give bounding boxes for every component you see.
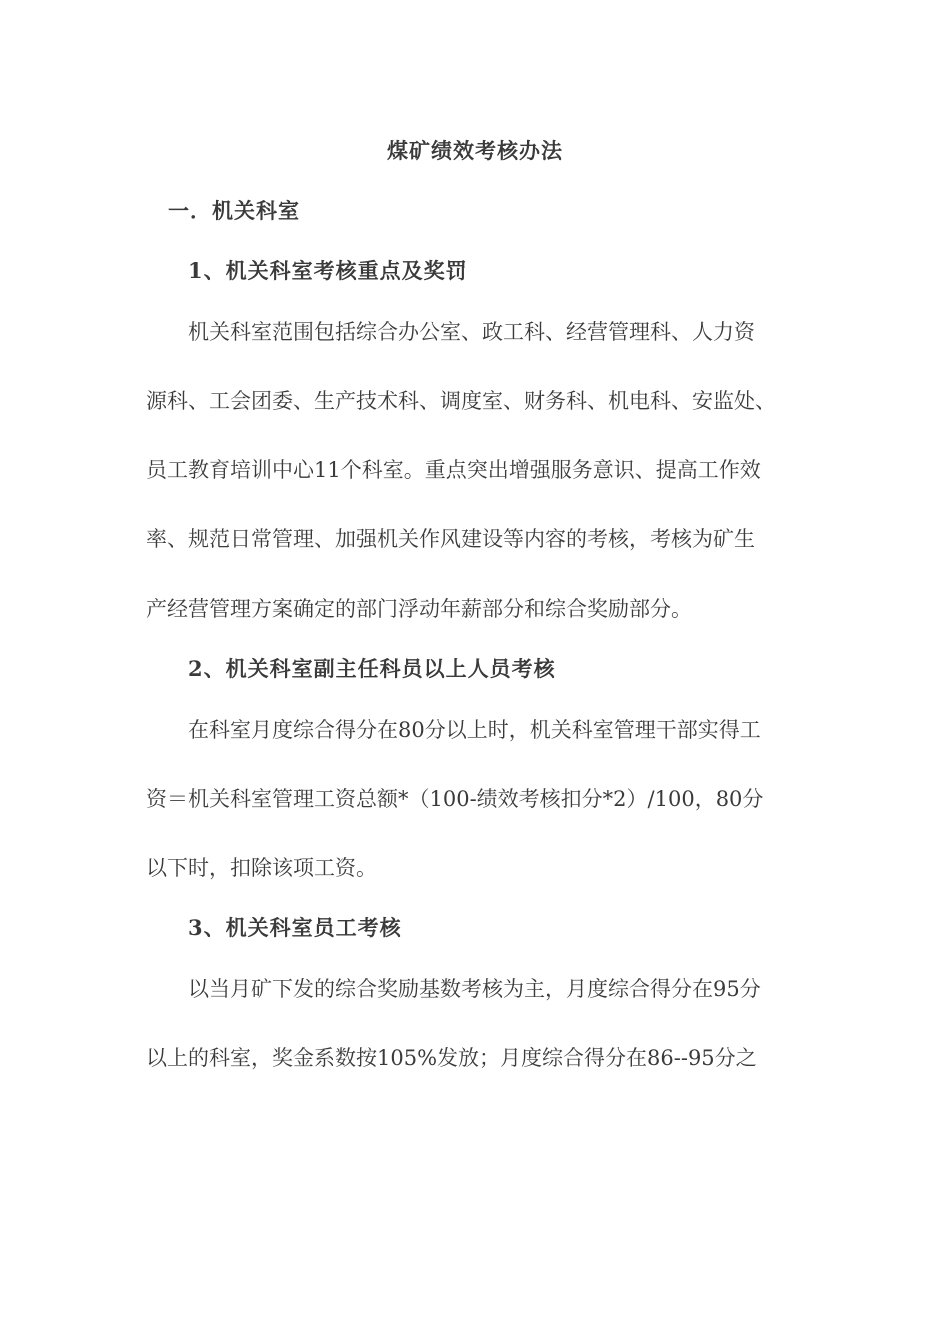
paragraph-line: 产经营管理方案确定的部门浮动年薪部分和综合奖励部分。 (146, 597, 692, 621)
paragraph-line: 以上的科室，奖金系数按105%发放；月度综合得分在86--95分之 (146, 1046, 757, 1070)
paragraph-line: 资＝机关科室管理工资总额*（100-绩效考核扣分*2）/100，80分 (146, 787, 764, 811)
paragraph-line: 率、规范日常管理、加强机关作风建设等内容的考核，考核为矿生 (146, 527, 755, 551)
section-heading-organs: 一．机关科室 (168, 198, 300, 223)
paragraph-line: 在科室月度综合得分在80分以上时，机关科室管理干部实得工 (188, 718, 761, 742)
paragraph-line: 源科、工会团委、生产技术科、调度室、财务科、机电科、安监处、 (146, 389, 776, 413)
paragraph-line: 员工教育培训中心11个科室。重点突出增强服务意识、提高工作效 (146, 458, 761, 482)
paragraph-line: 以下时，扣除该项工资。 (146, 856, 377, 880)
subheading-assessment-focus: 1、机关科室考核重点及奖罚 (188, 258, 468, 283)
paragraph-line: 机关科室范围包括综合办公室、政工科、经营管理科、人力资 (188, 320, 755, 344)
subheading-deputy-staff-assessment: 2、机关科室副主任科员以上人员考核 (188, 656, 556, 681)
subheading-employee-assessment: 3、机关科室员工考核 (188, 915, 402, 940)
document-title: 煤矿绩效考核办法 (387, 138, 563, 163)
paragraph-line: 以当月矿下发的综合奖励基数考核为主，月度综合得分在95分 (188, 977, 761, 1001)
